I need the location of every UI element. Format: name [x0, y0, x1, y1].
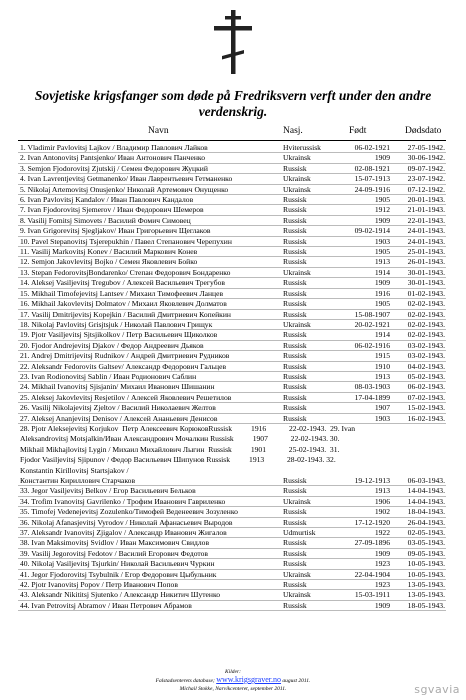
name-cell: 42. Pjotr Ivanovitsj Popov / Петр Иванович Попов	[20, 580, 178, 590]
born-cell: 15-07-1913	[354, 174, 390, 184]
name-cell: 34. Trofim Ivanovitsj Gavrilenko / Трофим Иванович Гавриленко	[20, 496, 226, 506]
table-row	[18, 205, 446, 215]
death-date-cell: 02-02-1943.	[407, 299, 445, 309]
footer-kilder: Kilder:	[225, 669, 241, 675]
table-row	[18, 601, 446, 611]
death-date-cell: 26-04-1943.	[407, 517, 445, 527]
table-row	[18, 559, 446, 569]
nationality-cell: Russisk	[283, 226, 307, 236]
name-cell: 9. Ivan Grigorevitsj Sjegljakov/ Иван Григорьевич Щеглаков	[20, 226, 211, 236]
born-cell: 1916	[374, 288, 390, 298]
merged-row-text: 28. Pjotr Aleksejevitsj Korjukov Петр Алексеевич КорюковRussisk 1916 22-02-1943. 29. Ivan	[20, 423, 356, 433]
born-cell: 1903	[374, 236, 390, 246]
name-cell: 21. Andrej Dmitrijevitsj Rudnikov / Андрей Дмитриевич Рудников	[20, 351, 230, 361]
name-cell: 26. Vasilij Nikolajevitsj Zjeltov / Василий Николаевич Желтов	[20, 403, 216, 413]
name-cell: 4. Ivan Lavrentjevitsj Getmanenko/ Иван Лаврентьевич Гетманенко	[20, 174, 233, 184]
born-cell: 1910	[374, 361, 390, 371]
born-cell: 02-08-1921	[354, 163, 390, 173]
born-cell: 06-02-1916	[354, 340, 390, 350]
table-row	[18, 299, 446, 309]
death-date-cell: 02-02-1943.	[407, 319, 445, 329]
born-cell: 1922	[374, 528, 390, 538]
death-date-cell: 07-02-1943.	[407, 392, 445, 402]
born-cell: 24-09-1916	[354, 184, 390, 194]
nationality-cell: Russisk	[283, 371, 307, 381]
death-date-cell: 15-02-1943.	[407, 403, 445, 413]
nationality-cell: Russisk	[283, 507, 307, 517]
merged-row-text: Mikhail Mikhajlovitsj Lygin / Михаил Михайлович Лыгин Russisk 1901 25-02-1943. 31.	[20, 444, 340, 454]
header-name: Navn	[148, 126, 169, 136]
name-cell: 1. Vladimir Pavlovitsj Lajkov / Владимир Павлович Лайков	[20, 143, 208, 152]
death-date-cell: 14-04-1943.	[407, 486, 445, 496]
born-cell: 09-02-1914	[354, 226, 390, 236]
death-date-cell: 02-05-1943.	[407, 528, 445, 538]
born-cell: 1914	[374, 330, 390, 340]
death-date-cell: 06-02-1943.	[407, 382, 445, 392]
table-row	[18, 372, 446, 382]
nationality-cell: Russisk	[283, 299, 307, 309]
nationality-cell: Udmurtisk	[283, 528, 316, 538]
nationality-cell: Russisk	[283, 392, 307, 402]
nationality-cell: Russisk	[283, 403, 307, 413]
header-rule	[18, 140, 446, 141]
born-cell: 1914	[374, 267, 390, 277]
table-row	[18, 237, 446, 247]
name-cell: 27. Aleksej Ananjevitsj Denisov / Алексей Ананьевич Денисов	[20, 413, 218, 423]
born-cell: 1902	[374, 507, 390, 517]
born-cell: 1909	[374, 278, 390, 288]
nationality-cell: Russisk	[283, 288, 307, 298]
born-cell: 08-03-1903	[354, 382, 390, 392]
born-cell: 1913	[374, 371, 390, 381]
nationality-cell: Russisk	[283, 278, 307, 288]
name-cell: 25. Aleksej Jakovlevitsj Resjetilov / Алексей Яковлевич Решетилов	[20, 392, 232, 402]
death-date-cell: 30-01-1943.	[407, 278, 445, 288]
table-row	[18, 445, 446, 455]
born-cell: 1909	[374, 215, 390, 225]
merged-row-text: Konstantin Kirillovitsj Startsjakov /	[20, 465, 129, 475]
death-date-cell: 18-04-1943.	[407, 507, 445, 517]
table-row	[18, 195, 446, 205]
name-cell: 41. Jegor Fjodorovitsj Tsybulnik / Егор Федорович Цыбульник	[20, 569, 217, 579]
table-row	[18, 143, 446, 153]
death-date-cell: 20-01-1943.	[407, 195, 445, 205]
table-row	[18, 393, 446, 403]
name-cell: 6. Ivan Pavlovitsj Kandalov / Иван Павлович Кандалов	[20, 195, 194, 205]
name-cell: 10. Pavel Stepanovitsj Tsjerepukhin / Павел Степанович Черепухин	[20, 236, 232, 246]
nationality-cell: Ukrainsk	[283, 590, 311, 600]
table-row	[18, 538, 446, 548]
name-cell: 7. Ivan Fjodorovitsj Sjemerov / Иван Федорович Шемеров	[20, 205, 204, 215]
name-cell: 22. Aleksandr Fedorovits Galtsev/ Александр Федорович Гальцев	[20, 361, 227, 371]
footer-author: Michail Stokke, Narvikcenteret, september 2011.	[179, 686, 287, 692]
page-title: Sovjetiske krigsfanger som døde på Fredriksvern verft under den andre verdenskrig.	[34, 88, 432, 119]
death-date-cell: 07-12-1942.	[407, 184, 445, 194]
footer-source-post: august 2011.	[282, 678, 311, 684]
orthodox-cross-icon	[212, 10, 254, 74]
born-cell: 1913	[374, 257, 390, 267]
born-cell: 1913	[374, 486, 390, 496]
death-date-cell: 22-01-1943.	[407, 215, 445, 225]
nationality-cell: Ukrainsk	[283, 496, 311, 506]
nationality-cell: Russisk	[283, 340, 307, 350]
table-row	[18, 185, 446, 195]
name-cell: 44. Ivan Petrovitsj Abramov / Иван Петрович Абрамов	[20, 600, 192, 610]
merged-row-text: Aleksandrovitsj Motsjalkin/Иван Александрович Мочалкин Russisk 1907 22-02-1943. 30.	[20, 434, 340, 444]
name-cell: 24. Mikhail Ivanovitsj Sjisjanin/ Михаил Иванович Шишанин	[20, 382, 215, 392]
table-row	[18, 486, 446, 496]
krigsgraver-link[interactable]: www.krigsgraver.no	[216, 675, 282, 684]
death-date-cell: 10-05-1943.	[407, 569, 445, 579]
records-table	[18, 143, 446, 611]
death-date-cell: 03-02-1943.	[407, 340, 445, 350]
nationality-cell: Russisk	[283, 486, 307, 496]
nationality-cell: Russisk	[283, 309, 307, 319]
nationality-cell: Russisk	[283, 559, 307, 569]
table-row	[18, 466, 446, 476]
name-cell: 39. Vasilij Jegorovitsj Fedotov / Василий Егорович Федотов	[20, 548, 209, 558]
death-date-cell: 24-01-1943.	[407, 226, 445, 236]
name-cell: 37. Aleksandr Ivanovitsj Zjigalov / Александр Иванович Жигалов	[20, 528, 227, 538]
nationality-cell: Russisk	[283, 351, 307, 361]
born-cell: 1909	[374, 153, 390, 163]
born-cell: 15-08-1907	[354, 309, 390, 319]
name-cell: 36. Nikolaj Afanasjevitsj Vyrodov / Николай Афанасьевич Выродов	[20, 517, 233, 527]
table-row	[18, 247, 446, 257]
nationality-cell: Ukrainsk	[283, 267, 311, 277]
death-date-cell: 10-05-1943.	[407, 559, 445, 569]
nationality-cell: Russisk	[283, 580, 307, 590]
table-row	[18, 382, 446, 392]
name-cell: 2. Ivan Antonovitsj Pantsjenko/ Иван Антонович Панченко	[20, 153, 206, 163]
death-date-cell: 09-05-1943.	[407, 548, 445, 558]
name-cell: 13. Stepan FedorovitsjBondarenko/ Степан Федорович Бондаренко	[20, 267, 231, 277]
table-row	[18, 226, 446, 236]
nationality-cell: Russisk	[283, 476, 307, 485]
born-cell: 1906	[374, 496, 390, 506]
merged-row-text: Fjodor Vasiljevitsj Sjipunov / Федор Васильевич Шипунов Russisk 1913 28-02-1943. 32.	[20, 455, 336, 465]
born-cell: 1923	[374, 580, 390, 590]
death-date-cell: 06-03-1943.	[407, 476, 445, 485]
table-row	[18, 518, 446, 528]
born-cell: 06-02-1921	[354, 143, 390, 152]
name-cell: 43. Aleksandr Nikititsj Sjutenko / Александр Никитич Шутенко	[20, 590, 221, 600]
death-date-cell: 05-02-1943.	[407, 371, 445, 381]
name-cell: 38. Ivan Maksimovitsj Svidlov / Иван Максимович Свидлов	[20, 538, 210, 548]
table-row	[18, 414, 446, 424]
born-cell: 1905	[374, 195, 390, 205]
death-date-cell: 02-02-1943.	[407, 309, 445, 319]
death-date-cell: 13-05-1943.	[407, 590, 445, 600]
nationality-cell: Ukrainsk	[283, 153, 311, 163]
death-date-cell: 21-01-1943.	[407, 205, 445, 215]
table-row	[18, 455, 446, 465]
watermark: sgvavia	[414, 683, 460, 696]
table-row	[18, 320, 446, 330]
table-row	[18, 330, 446, 340]
table-row	[18, 268, 446, 278]
death-date-cell: 30-06-1942.	[407, 153, 445, 163]
death-date-cell: 03-05-1943.	[407, 538, 445, 548]
table-row	[18, 507, 446, 517]
table-row	[18, 580, 446, 590]
table-row	[18, 476, 446, 486]
born-cell: 1915	[374, 351, 390, 361]
nationality-cell: Russisk	[283, 548, 307, 558]
table-row	[18, 310, 446, 320]
born-cell: 1905	[374, 299, 390, 309]
name-cell: 11. Vasilij Markovitsj Konev / Василий Маркович Конев	[20, 247, 198, 257]
born-cell: 20-02-1921	[354, 319, 390, 329]
born-cell: 17-12-1920	[354, 517, 390, 527]
header-dodsdato: Dødsdato	[405, 126, 442, 136]
death-date-cell: 18-05-1943.	[407, 600, 445, 610]
name-cell: Константин Кириллович Старчаков	[20, 476, 136, 485]
row-divider	[18, 610, 446, 611]
death-date-cell: 24-01-1943.	[407, 236, 445, 246]
name-cell: 35. Timofej Vedenejevitsj Zozulenko/Тимофей Веденеевич Зозуленко	[20, 507, 238, 517]
born-cell: 1909	[374, 600, 390, 610]
name-cell: 33. Jegor Vasiljevitsj Belkov / Егор Васильевич Бельков	[20, 486, 196, 496]
table-row	[18, 351, 446, 361]
name-cell: 8. Vasilij Fomitsj Simovets / Василий Фомич Симовец	[20, 215, 191, 225]
death-date-cell: 23-07-1942.	[407, 174, 445, 184]
table-row	[18, 424, 446, 434]
born-cell: 1923	[374, 559, 390, 569]
death-date-cell: 13-05-1943.	[407, 580, 445, 590]
death-date-cell: 25-01-1943.	[407, 247, 445, 257]
born-cell: 1909	[374, 548, 390, 558]
table-row	[18, 590, 446, 600]
table-row	[18, 570, 446, 580]
table-row	[18, 289, 446, 299]
death-date-cell: 27-05-1942.	[407, 143, 445, 152]
death-date-cell: 09-07-1942.	[407, 163, 445, 173]
footer-sources	[0, 668, 466, 693]
nationality-cell: Russisk	[283, 600, 307, 610]
name-cell: 16. Mikhail Jakovlevitsj Dolmatov / Михаил Яковлевич Долматов	[20, 299, 227, 309]
nationality-cell: Ukrainsk	[283, 174, 311, 184]
death-date-cell: 16-02-1943.	[407, 413, 445, 423]
born-cell: 1905	[374, 247, 390, 257]
nationality-cell: Hviterussisk	[283, 143, 321, 152]
nationality-cell: Russisk	[283, 257, 307, 267]
table-row	[18, 497, 446, 507]
nationality-cell: Russisk	[283, 517, 307, 527]
name-cell: 3. Semjon Fjodorovitsj Zjutskij / Семен Федорович Жуцкий	[20, 163, 208, 173]
name-cell: 15. Mikhail Timofejevitsj Lantsev / Михаил Тимофеевич Ланцев	[20, 288, 224, 298]
name-cell: 5. Nikolaj Artemovitsj Onusjenko/ Николай Артемович Онущенко	[20, 184, 229, 194]
death-date-cell: 03-02-1943.	[407, 351, 445, 361]
name-cell: 19. Pjotr Vasiljevitsj Sjtsjikolkov / Петр Васильевич Щиколков	[20, 330, 218, 340]
born-cell: 1907	[374, 403, 390, 413]
nationality-cell: Russisk	[283, 215, 307, 225]
death-date-cell: 14-04-1943.	[407, 496, 445, 506]
nationality-cell: Ukrainsk	[283, 569, 311, 579]
header-nasj: Nasj.	[283, 126, 303, 136]
table-row	[18, 164, 446, 174]
nationality-cell: Russisk	[283, 163, 307, 173]
table-row	[18, 174, 446, 184]
born-cell: 1903	[374, 413, 390, 423]
name-cell: 12. Semjon Jakovlevitsj Bojko / Семен Яковлевич Бойко	[20, 257, 198, 267]
header-fodt: Født	[349, 126, 367, 136]
name-cell: 14. Aleksej Vasiljevitsj Tregubov / Алексей Васильевич Трегубов	[20, 278, 225, 288]
name-cell: 20. Fjodor Andrejevitsj Djakov / Федор Андреевич Дьяков	[20, 340, 204, 350]
nationality-cell: Russisk	[283, 205, 307, 215]
death-date-cell: 26-01-1943.	[407, 257, 445, 267]
nationality-cell: Russisk	[283, 413, 307, 423]
name-cell: 23. Ivan Rodionovitsj Sablin / Иван Родионович Саблин	[20, 371, 197, 381]
nationality-cell: Russisk	[283, 330, 307, 340]
table-row	[18, 434, 446, 444]
born-cell: 27-09-1896	[354, 538, 390, 548]
table-row	[18, 528, 446, 538]
table-row	[18, 341, 446, 351]
death-date-cell: 02-02-1943.	[407, 330, 445, 340]
death-date-cell: 30-01-1943.	[407, 267, 445, 277]
death-date-cell: 04-02-1943.	[407, 361, 445, 371]
born-cell: 15-03-1911	[354, 590, 390, 600]
table-row	[18, 403, 446, 413]
name-cell: 17. Vasilij Dmitrijevitsj Kopejkin / Василий Дмитриевич Копейкин	[20, 309, 231, 319]
table-row	[18, 549, 446, 559]
nationality-cell: Ukrainsk	[283, 184, 311, 194]
nationality-cell: Russisk	[283, 538, 307, 548]
born-cell: 19-12-1913	[354, 476, 390, 485]
nationality-cell: Russisk	[283, 382, 307, 392]
nationality-cell: Russisk	[283, 247, 307, 257]
table-row	[18, 257, 446, 267]
footer-source-pre: Falstadsenterets database;	[155, 678, 215, 684]
table-row	[18, 362, 446, 372]
born-cell: 17-04-1899	[354, 392, 390, 402]
name-cell: 18. Nikolaj Pavlovitsj Grisjtsjuk / Николай Павлович Грищук	[20, 319, 213, 329]
nationality-cell: Russisk	[283, 236, 307, 246]
table-row	[18, 278, 446, 288]
born-cell: 1912	[374, 205, 390, 215]
nationality-cell: Russisk	[283, 195, 307, 205]
table-row	[18, 216, 446, 226]
nationality-cell: Russisk	[283, 361, 307, 371]
born-cell: 22-04-1904	[354, 569, 390, 579]
nationality-cell: Ukrainsk	[283, 319, 311, 329]
name-cell: 40. Nikolaj Vasiljevitsj Tsjurkin/ Николай Васильевич Чуркин	[20, 559, 215, 569]
death-date-cell: 01-02-1943.	[407, 288, 445, 298]
table-row	[18, 153, 446, 163]
